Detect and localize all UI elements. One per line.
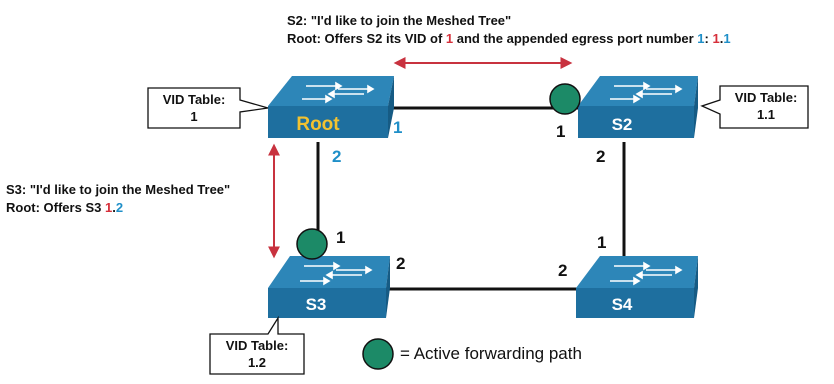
message-s3-offer-vid-port: 2 bbox=[115, 200, 124, 215]
vid-table-s2-title: VID Table: bbox=[734, 90, 798, 105]
switch-s4 bbox=[576, 256, 698, 318]
message-s2-offer-new-vid-port: 1 bbox=[723, 31, 731, 46]
switch-s3 bbox=[268, 256, 390, 318]
port-root-bottom: 2 bbox=[332, 147, 342, 166]
legend-circle bbox=[363, 339, 393, 369]
message-s3-offer-prefix: Root: Offers S3 bbox=[6, 200, 105, 215]
port-s3-top: 1 bbox=[336, 228, 346, 247]
message-s3-offer bbox=[6, 199, 123, 216]
active-path-circle-s3 bbox=[297, 229, 327, 259]
legend-label: = Active forwarding path bbox=[400, 344, 582, 363]
message-s2-line1: S2: "I'd like to join the Meshed Tree" bbox=[287, 13, 512, 28]
message-s2-offer-port: 1 bbox=[697, 31, 705, 46]
port-s4-top: 1 bbox=[597, 233, 607, 252]
port-s4-left: 2 bbox=[558, 261, 568, 280]
port-s3-right: 2 bbox=[396, 254, 406, 273]
message-s2-offer-colon: : bbox=[704, 31, 713, 46]
message-s2-offer-prefix: Root: Offers S2 its VID of bbox=[287, 31, 446, 46]
vid-table-root-title: VID Table: bbox=[162, 92, 226, 107]
message-s3-offer-dot: . bbox=[112, 200, 116, 215]
message-s2-offer-dot: . bbox=[719, 31, 724, 46]
vid-table-s3-title: VID Table: bbox=[225, 338, 289, 353]
message-s2 bbox=[287, 12, 511, 29]
message-s2-offer-middle: and the appended egress port number bbox=[453, 31, 698, 46]
switch-label-s3: S3 bbox=[305, 295, 327, 314]
message-s3-line1: S3: "I'd like to join the Meshed Tree" bbox=[6, 182, 231, 197]
port-s2-bottom: 2 bbox=[596, 147, 606, 166]
port-s2-left: 1 bbox=[556, 122, 566, 141]
message-s3-offer-vid-root: 1 bbox=[104, 200, 113, 215]
vid-table-root-value: 1 bbox=[190, 109, 198, 124]
switch-label-s4: S4 bbox=[611, 295, 633, 314]
message-s3 bbox=[6, 181, 230, 198]
active-path-circle-s2 bbox=[550, 84, 580, 114]
vid-table-s2-value: 1.1 bbox=[756, 107, 776, 122]
vid-table-s2 bbox=[702, 86, 808, 128]
message-s2-offer-vid: 1 bbox=[445, 31, 454, 46]
port-root-right: 1 bbox=[393, 118, 403, 137]
vid-table-s3 bbox=[210, 318, 304, 374]
switch-label-s2: S2 bbox=[611, 115, 633, 134]
switch-s2 bbox=[578, 76, 698, 138]
switch-label-root: Root bbox=[296, 114, 340, 135]
message-s2-offer-new-vid-root: 1 bbox=[712, 31, 720, 46]
vid-table-root bbox=[148, 88, 268, 128]
vid-table-s3-value: 1.2 bbox=[247, 355, 267, 370]
message-s2-offer bbox=[287, 30, 731, 47]
